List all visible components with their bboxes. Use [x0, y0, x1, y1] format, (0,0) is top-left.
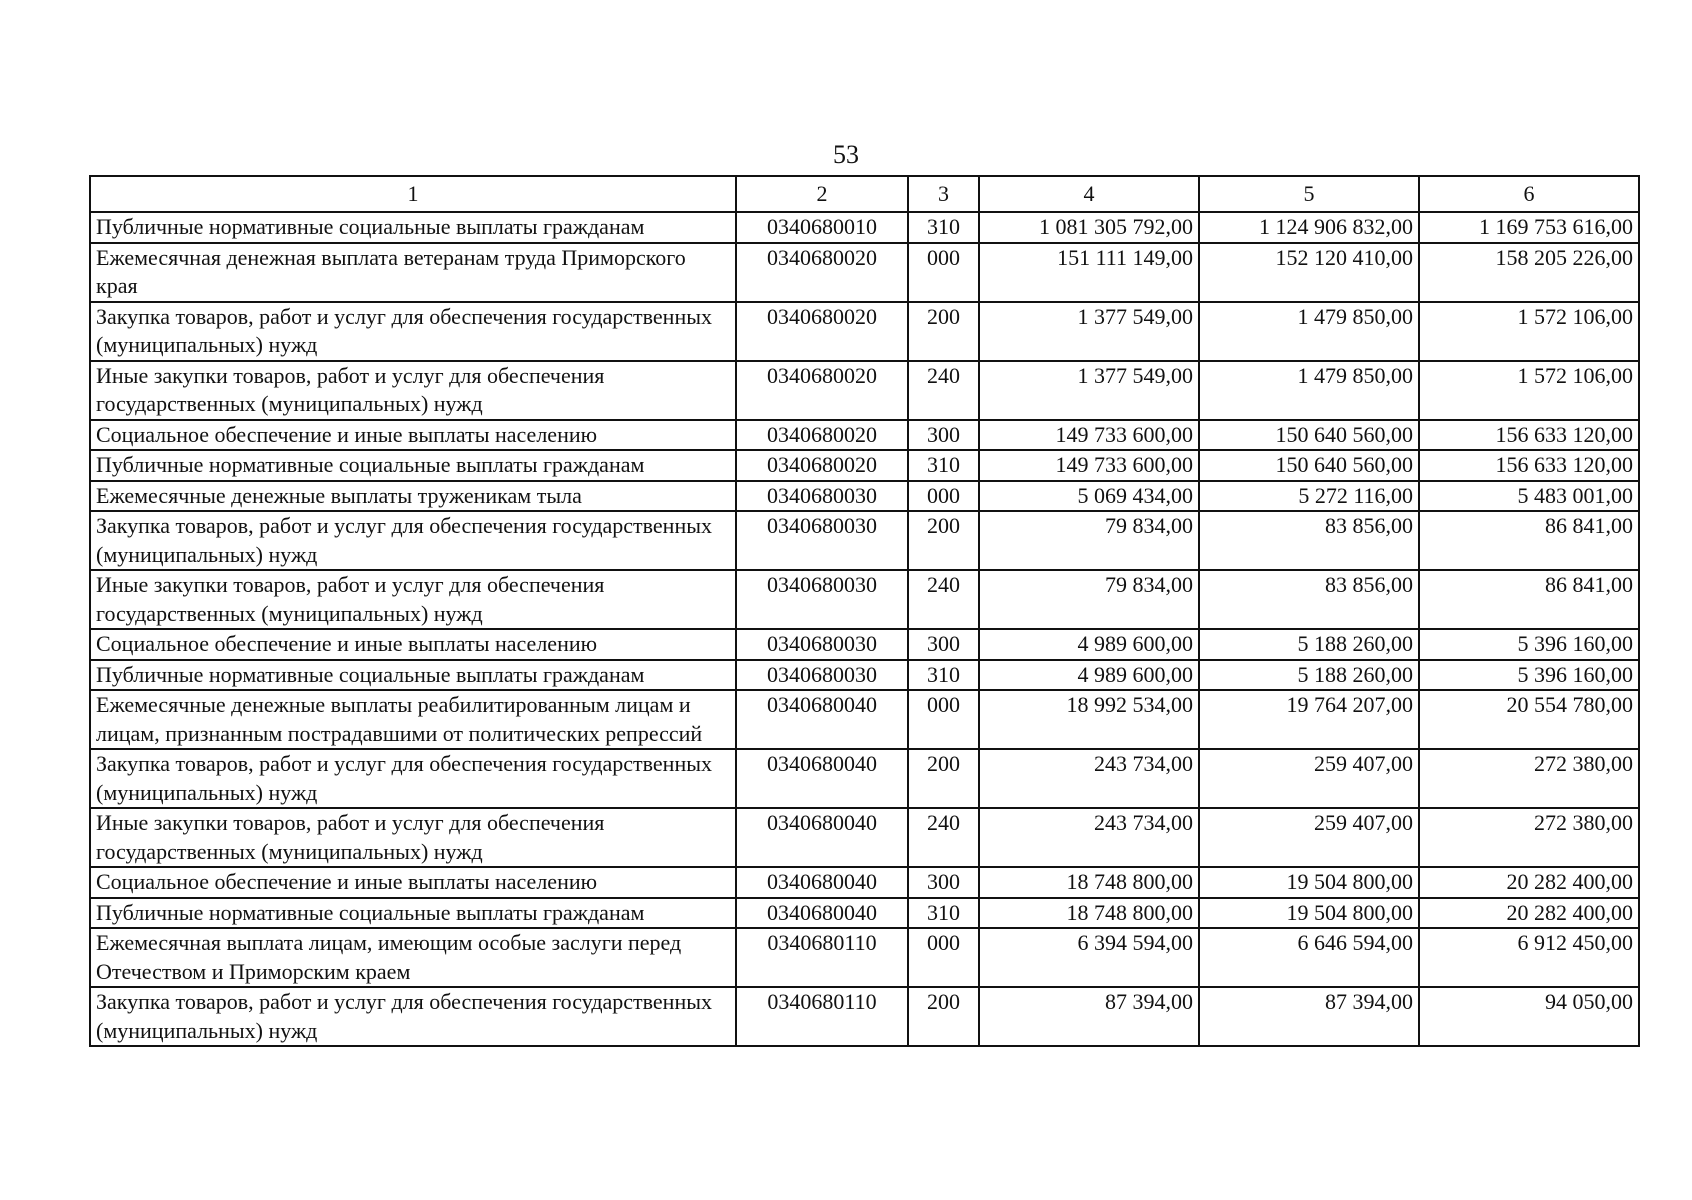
row-type: 310	[908, 212, 979, 243]
row-code: 0340680020	[736, 243, 908, 302]
row-name: Социальное обеспечение и иные выплаты населению	[90, 867, 736, 898]
row-type: 300	[908, 867, 979, 898]
table-row	[90, 928, 1639, 987]
row-value-col5: 6 646 594,00	[1199, 928, 1419, 987]
row-value-col6: 5 483 001,00	[1419, 481, 1639, 512]
table-row	[90, 690, 1639, 749]
row-value-col6: 94 050,00	[1419, 987, 1639, 1046]
row-name: Иные закупки товаров, работ и услуг для обеспечения государственных (муниципальных) нужд	[90, 570, 736, 629]
row-code: 0340680040	[736, 690, 908, 749]
page-number: 53	[833, 140, 859, 169]
row-name: Ежемесячная выплата лицам, имеющим особые заслуги перед Отечеством и Приморским краем	[90, 928, 736, 987]
table-row	[90, 302, 1639, 361]
table-row	[90, 243, 1639, 302]
row-value-col6: 156 633 120,00	[1419, 420, 1639, 451]
row-name: Закупка товаров, работ и услуг для обеспечения государственных (муниципальных) нужд	[90, 749, 736, 808]
row-value-col5: 150 640 560,00	[1199, 450, 1419, 481]
header-row	[90, 176, 1639, 212]
row-value-col4: 1 081 305 792,00	[979, 212, 1199, 243]
row-name: Закупка товаров, работ и услуг для обеспечения государственных (муниципальных) нужд	[90, 987, 736, 1046]
row-value-col4: 149 733 600,00	[979, 420, 1199, 451]
row-value-col4: 149 733 600,00	[979, 450, 1199, 481]
table-row	[90, 749, 1639, 808]
row-type: 000	[908, 481, 979, 512]
row-value-col6: 86 841,00	[1419, 570, 1639, 629]
table-row	[90, 629, 1639, 660]
header-col-3: 3	[908, 176, 979, 212]
row-value-col4: 79 834,00	[979, 570, 1199, 629]
row-value-col6: 5 396 160,00	[1419, 629, 1639, 660]
row-code: 0340680040	[736, 808, 908, 867]
row-value-col5: 87 394,00	[1199, 987, 1419, 1046]
row-name: Закупка товаров, работ и услуг для обеспечения государственных (муниципальных) нужд	[90, 302, 736, 361]
row-value-col5: 150 640 560,00	[1199, 420, 1419, 451]
table-row	[90, 898, 1639, 929]
row-type: 300	[908, 420, 979, 451]
table-row	[90, 987, 1639, 1046]
row-code: 0340680030	[736, 629, 908, 660]
table-row	[90, 808, 1639, 867]
table-row	[90, 420, 1639, 451]
row-value-col5: 83 856,00	[1199, 511, 1419, 570]
row-value-col6: 5 396 160,00	[1419, 660, 1639, 691]
row-value-col5: 19 764 207,00	[1199, 690, 1419, 749]
table-row	[90, 361, 1639, 420]
row-value-col5: 152 120 410,00	[1199, 243, 1419, 302]
row-type: 000	[908, 928, 979, 987]
row-name: Закупка товаров, работ и услуг для обеспечения государственных (муниципальных) нужд	[90, 511, 736, 570]
table-row	[90, 511, 1639, 570]
row-value-col6: 20 282 400,00	[1419, 867, 1639, 898]
budget-table	[89, 175, 1640, 1047]
row-name: Ежемесячные денежные выплаты труженикам тыла	[90, 481, 736, 512]
row-value-col4: 243 734,00	[979, 749, 1199, 808]
row-value-col5: 19 504 800,00	[1199, 867, 1419, 898]
row-code: 0340680030	[736, 570, 908, 629]
row-type: 240	[908, 361, 979, 420]
row-code: 0340680030	[736, 511, 908, 570]
row-type: 310	[908, 660, 979, 691]
row-value-col5: 259 407,00	[1199, 749, 1419, 808]
row-code: 0340680020	[736, 420, 908, 451]
table-row	[90, 570, 1639, 629]
table-row	[90, 481, 1639, 512]
row-value-col5: 83 856,00	[1199, 570, 1419, 629]
row-code: 0340680110	[736, 987, 908, 1046]
row-code: 0340680040	[736, 898, 908, 929]
row-name: Ежемесячная денежная выплата ветеранам труда Приморского края	[90, 243, 736, 302]
row-name: Иные закупки товаров, работ и услуг для обеспечения государственных (муниципальных) нужд	[90, 808, 736, 867]
row-value-col4: 5 069 434,00	[979, 481, 1199, 512]
row-value-col4: 18 992 534,00	[979, 690, 1199, 749]
row-value-col4: 18 748 800,00	[979, 867, 1199, 898]
row-value-col4: 87 394,00	[979, 987, 1199, 1046]
row-name: Публичные нормативные социальные выплаты гражданам	[90, 898, 736, 929]
table-row	[90, 450, 1639, 481]
row-value-col4: 6 394 594,00	[979, 928, 1199, 987]
row-name: Ежемесячные денежные выплаты реабилитированным лицам и лицам, признанным пострадавшими от политических репрессий	[90, 690, 736, 749]
row-type: 000	[908, 243, 979, 302]
row-value-col6: 1 572 106,00	[1419, 361, 1639, 420]
row-code: 0340680040	[736, 867, 908, 898]
row-value-col4: 4 989 600,00	[979, 660, 1199, 691]
row-value-col6: 1 572 106,00	[1419, 302, 1639, 361]
row-type: 200	[908, 302, 979, 361]
row-value-col4: 1 377 549,00	[979, 361, 1199, 420]
row-value-col5: 19 504 800,00	[1199, 898, 1419, 929]
row-type: 200	[908, 511, 979, 570]
row-value-col4: 1 377 549,00	[979, 302, 1199, 361]
row-type: 310	[908, 450, 979, 481]
row-value-col5: 1 479 850,00	[1199, 302, 1419, 361]
row-name: Публичные нормативные социальные выплаты гражданам	[90, 450, 736, 481]
row-code: 0340680020	[736, 361, 908, 420]
row-code: 0340680030	[736, 660, 908, 691]
row-name: Социальное обеспечение и иные выплаты населению	[90, 420, 736, 451]
table-row	[90, 212, 1639, 243]
header-col-1: 1	[90, 176, 736, 212]
row-value-col6: 20 554 780,00	[1419, 690, 1639, 749]
header-col-5: 5	[1199, 176, 1419, 212]
row-value-col6: 20 282 400,00	[1419, 898, 1639, 929]
row-value-col6: 6 912 450,00	[1419, 928, 1639, 987]
row-value-col5: 1 124 906 832,00	[1199, 212, 1419, 243]
row-name: Публичные нормативные социальные выплаты гражданам	[90, 212, 736, 243]
row-type: 000	[908, 690, 979, 749]
row-value-col4: 151 111 149,00	[979, 243, 1199, 302]
row-type: 310	[908, 898, 979, 929]
row-value-col6: 1 169 753 616,00	[1419, 212, 1639, 243]
row-value-col6: 272 380,00	[1419, 808, 1639, 867]
row-value-col6: 86 841,00	[1419, 511, 1639, 570]
row-value-col5: 5 188 260,00	[1199, 660, 1419, 691]
row-code: 0340680110	[736, 928, 908, 987]
row-type: 240	[908, 570, 979, 629]
row-value-col4: 79 834,00	[979, 511, 1199, 570]
header-col-2: 2	[736, 176, 908, 212]
row-value-col6: 158 205 226,00	[1419, 243, 1639, 302]
row-value-col5: 5 272 116,00	[1199, 481, 1419, 512]
row-value-col4: 18 748 800,00	[979, 898, 1199, 929]
row-type: 300	[908, 629, 979, 660]
row-value-col5: 259 407,00	[1199, 808, 1419, 867]
row-code: 0340680020	[736, 302, 908, 361]
row-value-col4: 4 989 600,00	[979, 629, 1199, 660]
table-body	[90, 212, 1639, 1046]
row-value-col6: 156 633 120,00	[1419, 450, 1639, 481]
row-code: 0340680010	[736, 212, 908, 243]
row-value-col4: 243 734,00	[979, 808, 1199, 867]
row-name: Публичные нормативные социальные выплаты гражданам	[90, 660, 736, 691]
header-col-6: 6	[1419, 176, 1639, 212]
row-type: 200	[908, 749, 979, 808]
header-col-4: 4	[979, 176, 1199, 212]
row-value-col6: 272 380,00	[1419, 749, 1639, 808]
row-name: Иные закупки товаров, работ и услуг для обеспечения государственных (муниципальных) нужд	[90, 361, 736, 420]
row-name: Социальное обеспечение и иные выплаты населению	[90, 629, 736, 660]
row-type: 200	[908, 987, 979, 1046]
table-row	[90, 867, 1639, 898]
row-value-col5: 5 188 260,00	[1199, 629, 1419, 660]
row-type: 240	[908, 808, 979, 867]
row-code: 0340680040	[736, 749, 908, 808]
row-code: 0340680030	[736, 481, 908, 512]
row-code: 0340680020	[736, 450, 908, 481]
row-value-col5: 1 479 850,00	[1199, 361, 1419, 420]
table-row	[90, 660, 1639, 691]
